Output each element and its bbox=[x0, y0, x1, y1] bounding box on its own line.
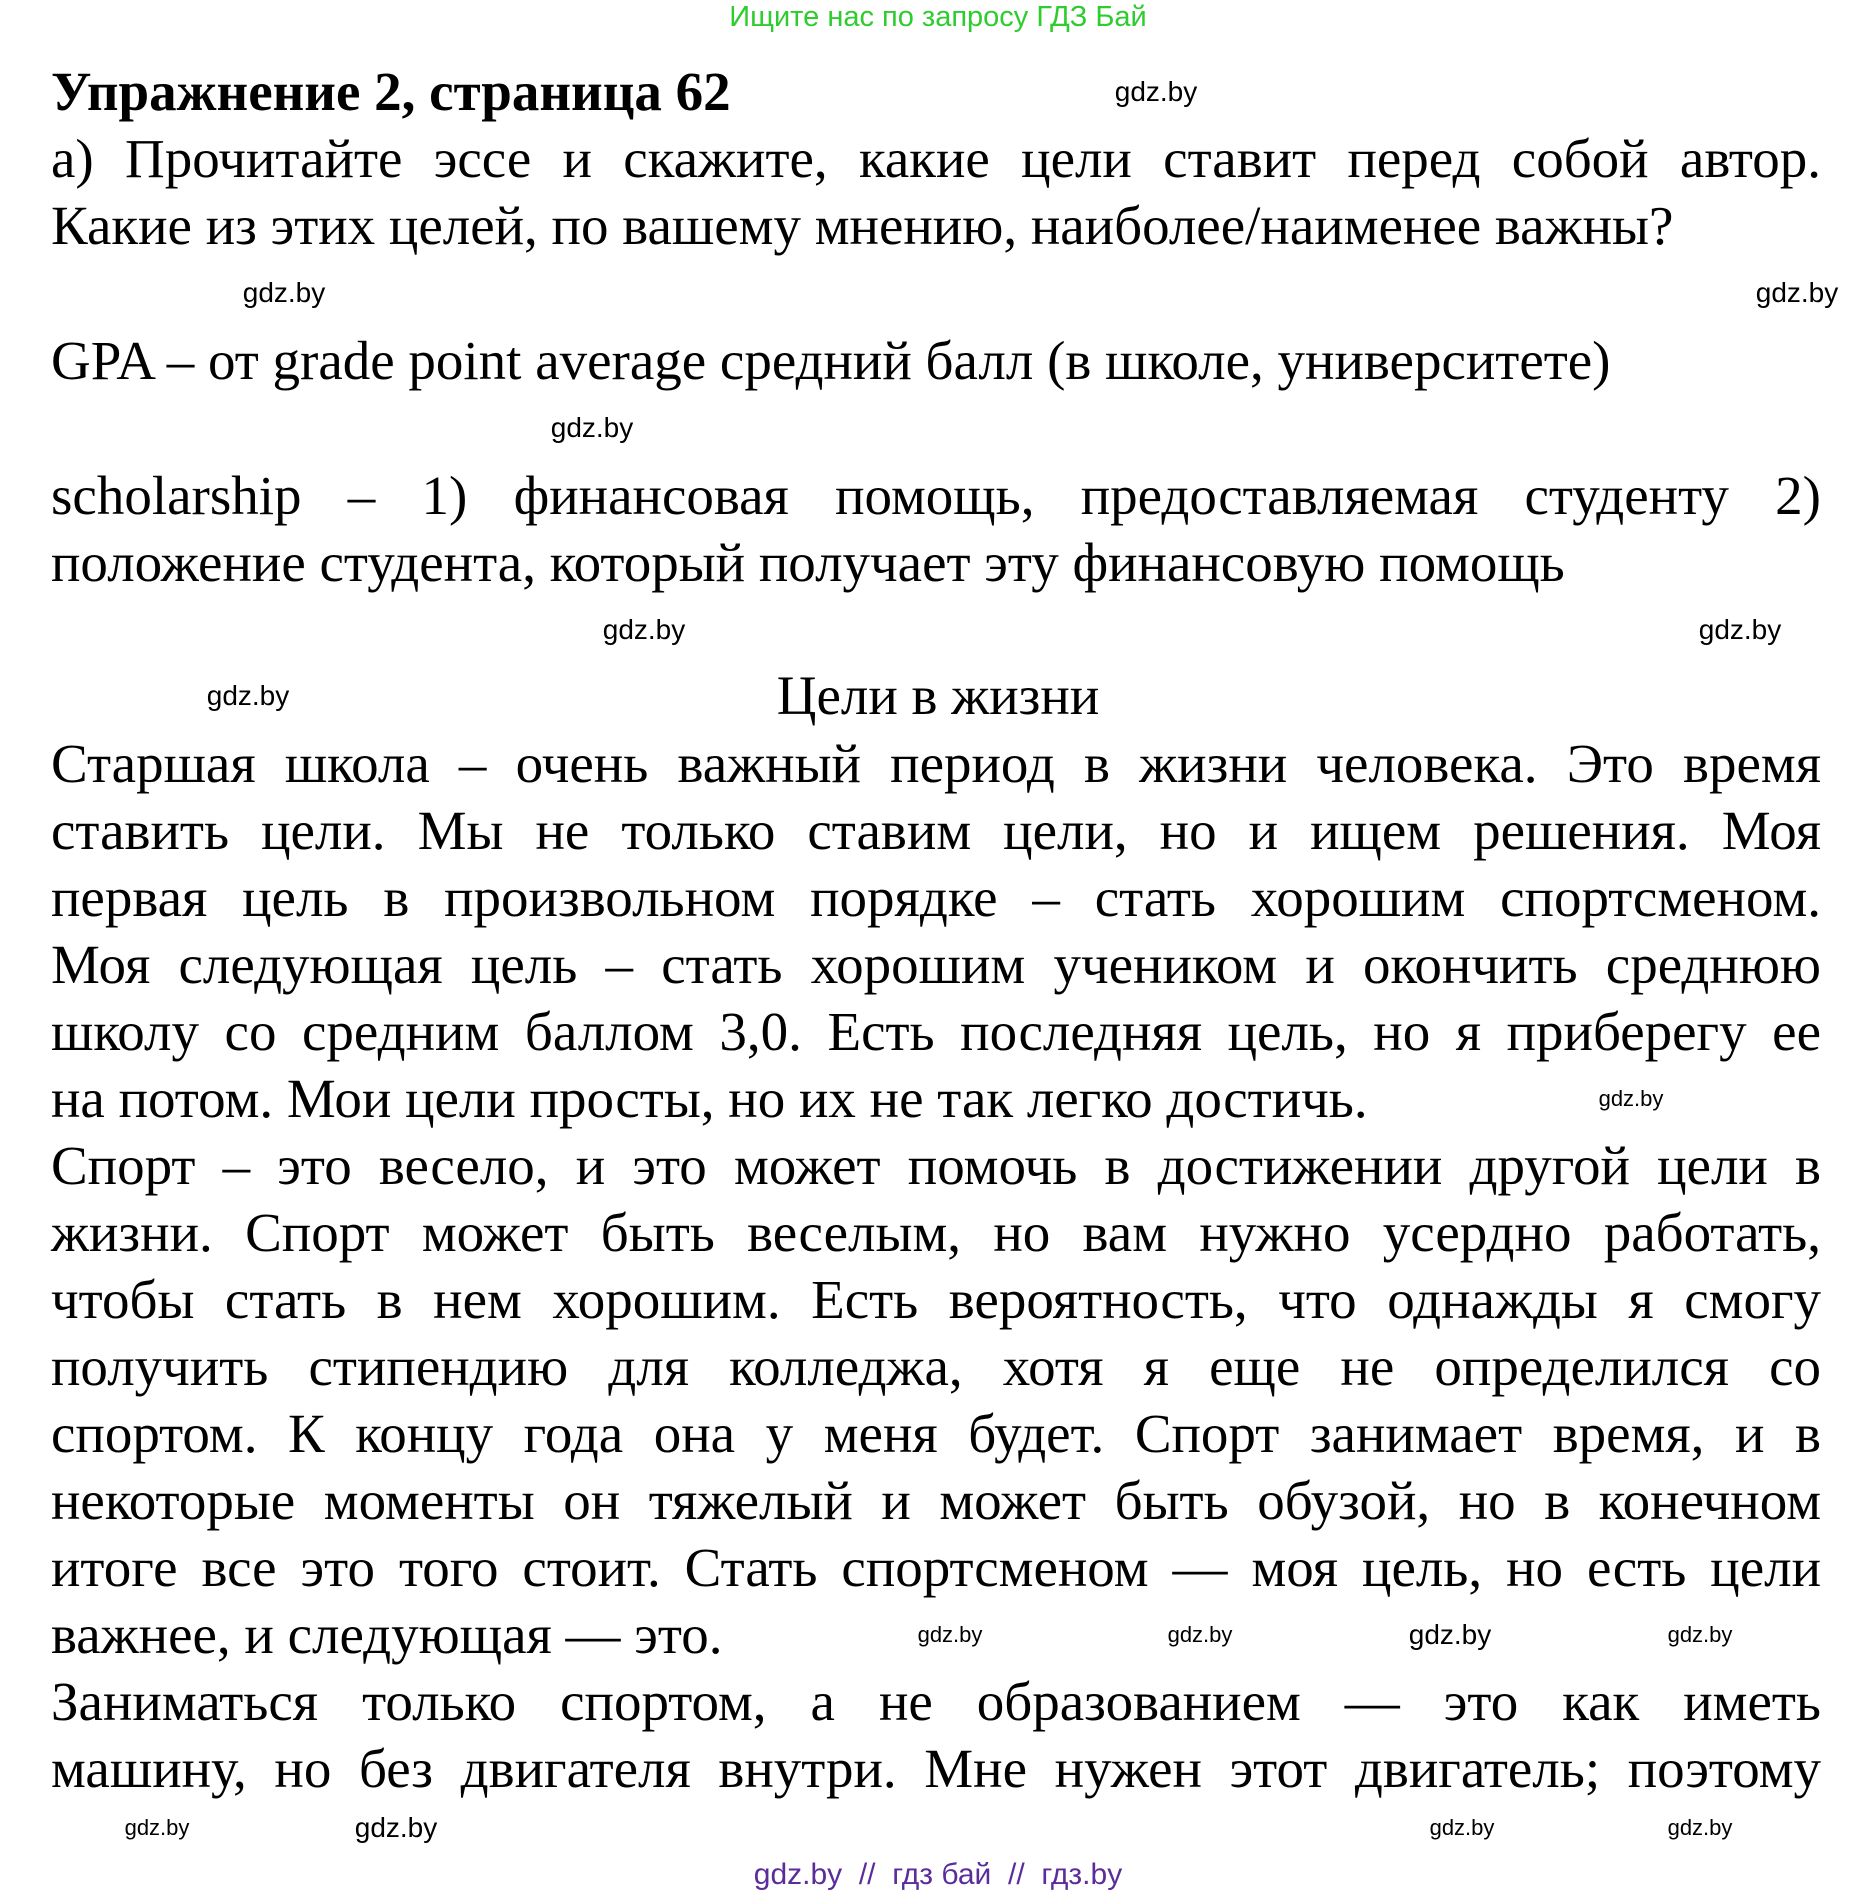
essay-line: некоторые моменты он тяжелый и может быть обузой, но в конечном bbox=[51, 1470, 1821, 1531]
watermark: gdz.by bbox=[550, 412, 634, 443]
essay-line: Старшая школа – очень важный период в жизни человека. Это время bbox=[51, 733, 1821, 794]
task-line: а) Прочитайте эссе и скажите, какие цели ставит перед собой автор. bbox=[51, 128, 1821, 189]
watermark: gdz.by bbox=[1114, 76, 1198, 107]
gloss-scholarship: scholarship – 1) финансовая помощь, предоставляемая студенту 2) bbox=[51, 465, 1821, 526]
watermark: gdz.by bbox=[1598, 1086, 1664, 1111]
essay-line: получить стипендию для колледжа, хотя я еще не определился со bbox=[51, 1336, 1821, 1397]
essay-line: первая цель в произвольном порядке – стать хорошим спортсменом. bbox=[51, 867, 1821, 928]
watermark: gdz.by bbox=[602, 614, 686, 645]
watermark: gdz.by bbox=[206, 680, 290, 711]
footer-links: gdz.by // гдз бай // гдз.by bbox=[753, 1858, 1123, 1891]
essay-line: чтобы стать в нем хорошим. Есть вероятность, что однажды я смогу bbox=[51, 1269, 1821, 1330]
watermark: gdz.by bbox=[242, 277, 326, 308]
essay-line: Спорт – это весело, и это может помочь в достижении другой цели в bbox=[51, 1135, 1821, 1196]
watermark: gdz.by bbox=[1429, 1815, 1495, 1840]
exercise-title: Упражнение 2, страница 62 bbox=[51, 61, 731, 122]
watermark: gdz.by bbox=[354, 1812, 438, 1843]
watermark: gdz.by bbox=[1667, 1815, 1733, 1840]
search-banner: Ищите нас по запросу ГДЗ Бай bbox=[729, 1, 1147, 33]
watermark: gdz.by bbox=[1667, 1622, 1733, 1647]
essay-line: на потом. Мои цели просты, но их не так легко достичь. bbox=[51, 1068, 1368, 1129]
watermark: gdz.by bbox=[1167, 1622, 1233, 1647]
watermark: gdz.by bbox=[1755, 277, 1839, 308]
essay-line: Заниматься только спортом, а не образованием — это как иметь bbox=[51, 1671, 1821, 1732]
essay-line: Моя следующая цель – стать хорошим учеником и окончить среднюю bbox=[51, 934, 1821, 995]
essay-line: ставить цели. Мы не только ставим цели, но и ищем решения. Моя bbox=[51, 800, 1821, 861]
essay-line: жизни. Спорт может быть веселым, но вам нужно усердно работать, bbox=[51, 1202, 1821, 1263]
watermark: gdz.by bbox=[1698, 614, 1782, 645]
essay-line: школу со средним баллом 3,0. Есть последняя цель, но я приберегу ее bbox=[51, 1001, 1821, 1062]
gloss-scholarship: положение студента, который получает эту финансовую помощь bbox=[51, 532, 1565, 593]
watermark: gdz.by bbox=[124, 1815, 190, 1840]
essay-line: машину, но без двигателя внутри. Мне нужен этот двигатель; поэтому bbox=[51, 1738, 1821, 1799]
essay-line: спортом. К концу года она у меня будет. Спорт занимает время, и в bbox=[51, 1403, 1821, 1464]
gloss-gpa: GPA – от grade point average средний балл (в школе, университете) bbox=[51, 330, 1611, 391]
essay-title: Цели в жизни bbox=[776, 665, 1100, 726]
watermark: gdz.by bbox=[917, 1622, 983, 1647]
essay-line: важнее, и следующая — это. bbox=[51, 1604, 723, 1665]
task-line: Какие из этих целей, по вашему мнению, наиболее/наименее важны? bbox=[51, 195, 1674, 256]
watermark: gdz.by bbox=[1408, 1619, 1492, 1650]
essay-line: итоге все это того стоит. Стать спортсменом — моя цель, но есть цели bbox=[51, 1537, 1821, 1598]
